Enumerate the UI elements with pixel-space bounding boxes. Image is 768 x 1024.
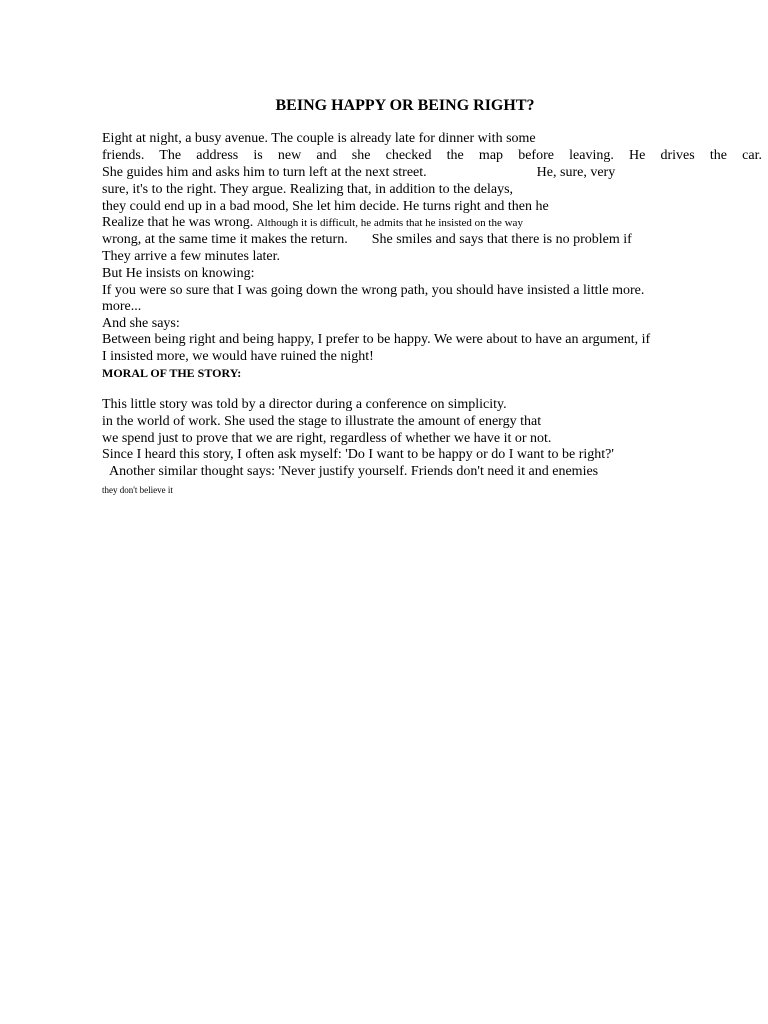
text-line: we spend just to prove that we are right, regardless of whether we have it or not. — [102, 431, 552, 446]
text-line: This little story was told by a director during a conference on simplicity. — [102, 397, 507, 412]
text-line: Eight at night, a busy avenue. The couple is already late for dinner with some — [102, 131, 536, 146]
text-line: They arrive a few minutes later. — [102, 249, 281, 264]
text-line: I insisted more, we would have ruined the night! — [102, 349, 374, 364]
text-fragment: She smiles and says that there is no problem if — [371, 232, 632, 247]
text-line: And she says: — [102, 316, 180, 331]
text-fragment: He, sure, very — [536, 165, 616, 180]
text-line: they could end up in a bad mood, She let him decide. He turns right and then he — [102, 199, 549, 214]
text-line: Since I heard this story, I often ask myself: 'Do I want to be happy or do I want to be right?' — [102, 447, 614, 462]
document-title: BEING HAPPY OR BEING RIGHT? — [275, 97, 535, 114]
text-line: they don't believe it — [102, 485, 173, 495]
text-line — [102, 164, 615, 181]
text-line: Between being right and being happy, I prefer to be happy. We were about to have an argument, if — [102, 332, 651, 347]
text-fragment: Although it is difficult, he admits that he insisted on the way — [256, 217, 523, 229]
text-fragment: Realize that he was wrong. — [102, 215, 254, 230]
text-line: in the world of work. She used the stage to illustrate the amount of energy that — [102, 414, 542, 429]
text-line: If you were so sure that I was going down the wrong path, you should have insisted a little more. — [102, 283, 645, 298]
text-line — [102, 231, 632, 248]
text-line — [102, 214, 523, 232]
text-line: Another similar thought says: 'Never justify yourself. Friends don't need it and enemies — [109, 464, 599, 479]
text-line: friends. The address is new and she checked the map before leaving. He drives the car. — [102, 148, 762, 163]
text-line: But He insists on knowing: — [102, 266, 255, 281]
section-heading: MORAL OF THE STORY: — [102, 366, 242, 380]
text-line: sure, it's to the right. They argue. Realizing that, in addition to the delays, — [102, 182, 514, 197]
text-fragment: She guides him and asks him to turn left at the next street. — [102, 165, 427, 180]
text-fragment: wrong, at the same time it makes the return. — [102, 232, 348, 247]
text-line: more... — [102, 299, 142, 314]
